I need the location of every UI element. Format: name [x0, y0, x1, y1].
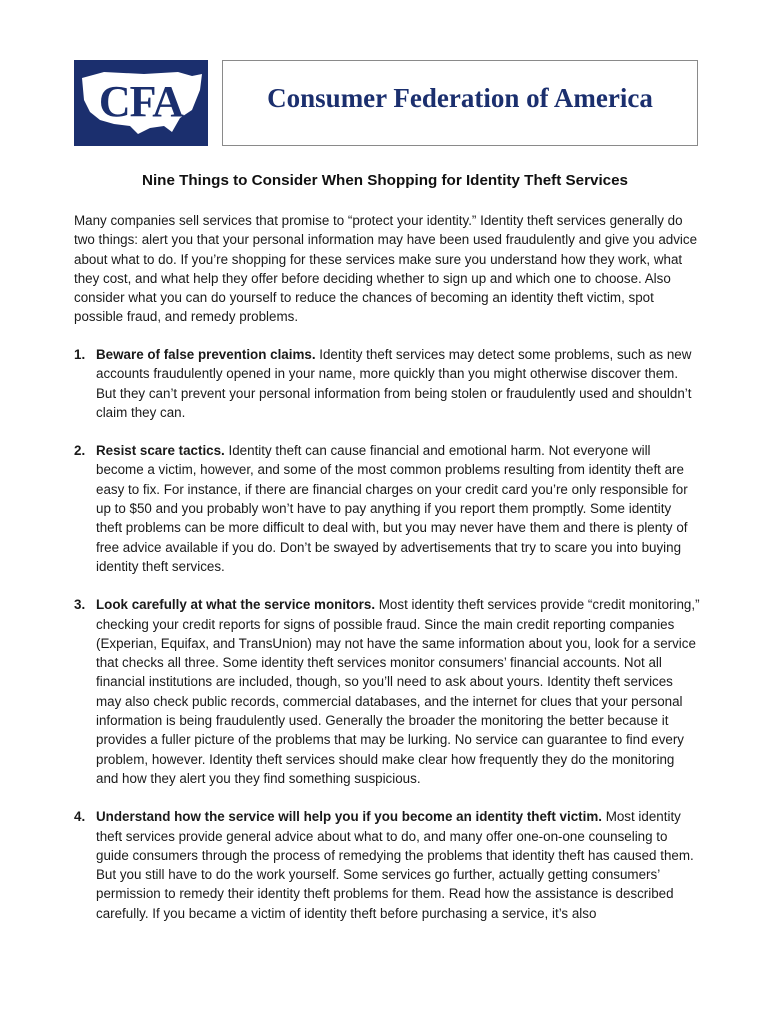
- intro-text: Many companies sell services that promise to “protect your identity.” Identity theft services generally do two things: alert you that your personal information may have been used fraudulently and give you advice about what to do. If you’re shopping for these services make sure you understand how they work, what they cost, and what help they offer before deciding whether to sign up and which one to choose. Also consider what you can do yourself to reduce the chances of becoming an identity theft victim, spot possible fraud, and remedy problems.: [74, 213, 698, 325]
- item-text: Most identity theft services provide general advice about what to do, and many offer one-on-one counseling to guide consumers through the process of remedying the problems that identity theft has caused them. But you still have to do the work yourself. Some services go further, actually getting consumers’ permission to remedy their identity theft problems for them. Read how the assistance is described carefully. If you became a victim of identity theft before purchasing a service, it’s also: [96, 809, 694, 921]
- item-text: Most identity theft services provide “credit monitoring,” checking your credit reports for signs of possible fraud. Since the main credit reporting companies (Experian, Equifax, and TransUnion) may not have the same information about you, look for a service that checks all three. Some identity theft services monitor consumers’ financial accounts. Not all financial institutions are included, though, so you’ll need to ask about yours. Identity theft services may also check public records, commercial databases, and the internet for clues that your personal information is being fraudulently used. Generally the broader the monitoring the better because it provides a fuller picture of the problems that may be lurking. No service can guarantee to find every problem, however. Identity theft services should make clear how frequently they do the monitoring and how they alert you they find something suspicious.: [96, 597, 700, 786]
- intro-paragraph: [74, 211, 700, 327]
- org-name-box: [222, 60, 698, 146]
- org-name: Consumer Federation of America: [267, 83, 653, 113]
- item-lead: Beware of false prevention claims.: [96, 347, 316, 362]
- logo-text: CFA: [98, 77, 184, 126]
- list-item: [74, 807, 700, 923]
- item-number: 4.: [74, 809, 86, 825]
- item-lead: Resist scare tactics.: [96, 443, 225, 459]
- item-lead: Understand how the service will help you if you become an identity theft victim.: [96, 809, 602, 825]
- list-item: [74, 441, 700, 576]
- item-text: Identity theft services may detect some problems, such as new accounts fraudulently opened in your name, more quickly than you might otherwise discover them. But they can’t prevent your personal information from being stolen or fraudulently used and shouldn’t claim they can.: [96, 347, 692, 420]
- item-number: 2.: [74, 443, 86, 459]
- item-text: Identity theft can cause financial and emotional harm. Not everyone will become a victim, however, and some of the most common problems resulting from identity theft are easy to fix. For instance, if there are financial charges on your credit card you’re only responsible for up to $50 and you probably won’t have to pay anything if you report them promptly. Some identity theft problems can be more difficult to deal with, but you may never have them and there is plenty of free advice available if you do. Don’t be swayed by advertisements that try to scare you into buying identity theft services.: [96, 443, 688, 574]
- item-number: 3.: [74, 597, 86, 613]
- cfa-logo: [74, 60, 208, 146]
- list-item: [74, 345, 700, 422]
- item-lead: Look carefully at what the service monitors.: [96, 597, 376, 613]
- document-title: Nine Things to Consider When Shopping for Identity Theft Services: [141, 172, 629, 189]
- considerations-list: [74, 345, 700, 942]
- list-item: [74, 595, 700, 788]
- item-number: 1.: [74, 347, 86, 362]
